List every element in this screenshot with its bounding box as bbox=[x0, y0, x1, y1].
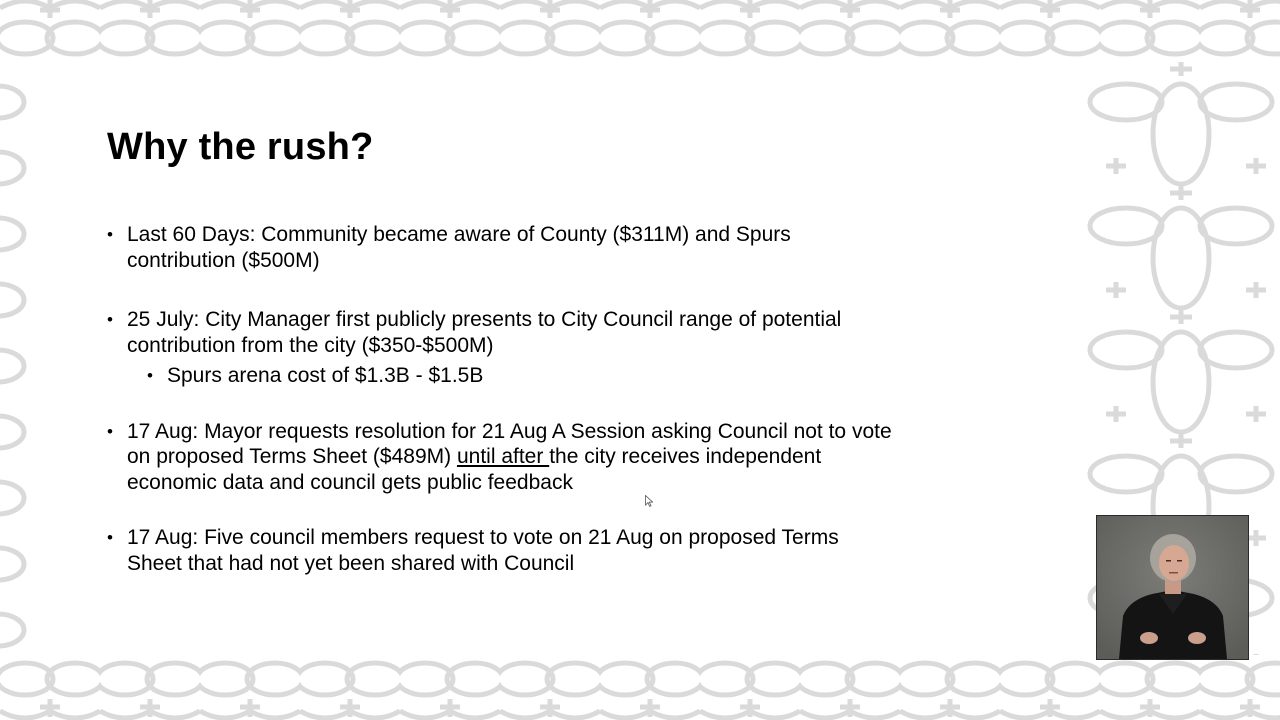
interpreter-video bbox=[1096, 515, 1249, 660]
underlined-text: until after bbox=[456, 445, 550, 468]
bullet-line: • 25 July: City Manager first publicly presents to City Council range of potential bbox=[127, 308, 842, 331]
bullet-line: • 17 Aug: Five council members request to vote on 21 Aug on proposed Terms bbox=[127, 526, 839, 549]
bullet-line: economic data and council gets public feedback bbox=[127, 470, 573, 494]
bullet-line: • Last 60 Days: Community became aware of County ($311M) and Spurs bbox=[127, 223, 791, 246]
bullet-line bbox=[127, 444, 1027, 470]
bullet-item bbox=[107, 419, 1027, 496]
bullet-text: the city receives independent bbox=[549, 445, 822, 468]
interpreter-person-icon bbox=[1097, 516, 1248, 659]
bullet-line: Sheet that had not yet been shared with Council bbox=[127, 551, 575, 575]
bullet-item bbox=[107, 222, 1027, 273]
sub-bullet-list bbox=[127, 363, 1027, 389]
decorative-border-left bbox=[0, 62, 28, 655]
sub-bullet-item: • Spurs arena cost of $1.3B - $1.5B bbox=[147, 363, 1027, 389]
slide-title: Why the rush? bbox=[107, 126, 374, 168]
decorative-border-bottom bbox=[0, 655, 1280, 720]
bullet-line: contribution from the city ($350-$500M) bbox=[127, 333, 494, 357]
bullet-line: • 17 Aug: Mayor requests resolution for 21 Aug A Session asking Council not to vote bbox=[127, 419, 892, 443]
bullet-item bbox=[107, 525, 1027, 576]
bullet-item bbox=[107, 307, 1027, 389]
bullet-text: on proposed Terms Sheet ($489M) bbox=[127, 445, 457, 468]
bullet-line: contribution ($500M) bbox=[127, 248, 320, 272]
mouse-cursor-icon bbox=[645, 495, 653, 507]
bullet-list bbox=[107, 222, 1027, 576]
decorative-border-top bbox=[0, 0, 1280, 62]
